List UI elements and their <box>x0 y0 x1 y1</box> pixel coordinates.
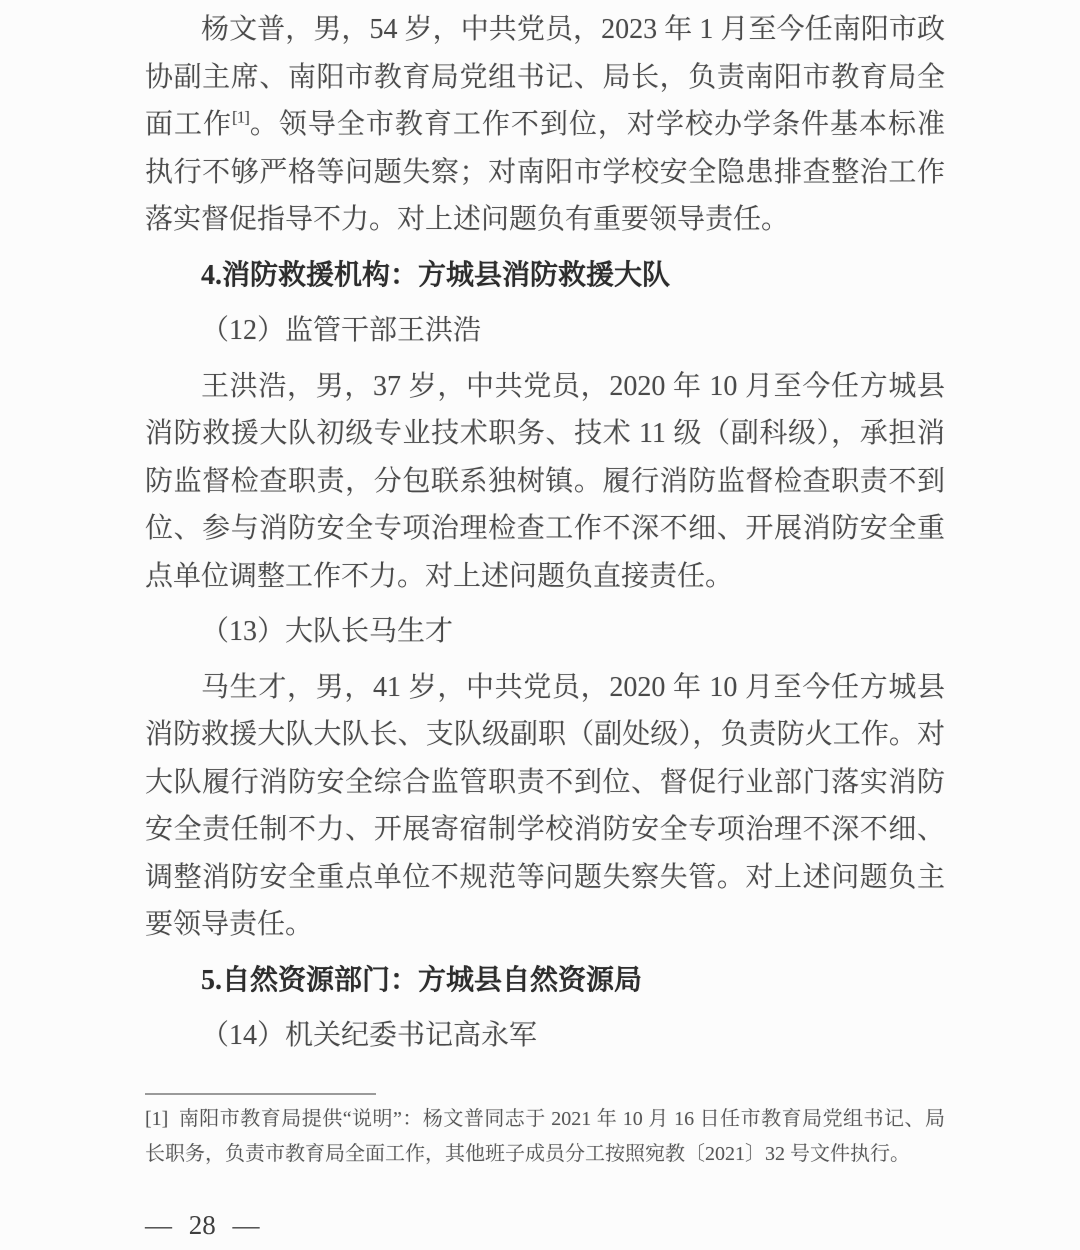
paragraph-yang-wenpu <box>145 6 945 244</box>
section-heading-4-fire-rescue: 4.消防救援机构：方城县消防救援大队 <box>201 259 671 291</box>
paragraph-yang-wenpu-text: 杨文普，男，54 岁，中共党员，2023 年 1 月至今任南阳市政协副主席、南阳市教育局党组书记、局长，负责南阳市教育局全面工作 <box>145 14 945 140</box>
paragraph-yang-wenpu-continued: 。领导全市教育工作不到位，对学校办学条件基本标准执行不够严格等问题失察；对南阳市学校安全隐患排查整治工作落实督促指导不力。对上述问题负有重要领导责任。 <box>145 109 945 235</box>
footnote-separator-line <box>145 1093 376 1095</box>
item-13-title: （13）大队长马生才 <box>201 616 454 647</box>
item-14-title: （14）机关纪委书记高永军 <box>201 1020 538 1051</box>
footnote <box>145 1102 945 1172</box>
footnote-text: 南阳市教育局提供“说明”：杨文普同志于 2021 年 10 月 16 日任市教育局党组书记、局长职务，负责市教育局全面工作，其他班子成员分工按照宛教〔2021〕32 号文件执行。 <box>145 1108 945 1165</box>
main-text-block <box>145 6 945 1060</box>
section-heading-5-natural-resources: 5.自然资源部门：方城县自然资源局 <box>201 964 643 996</box>
page-number: — 28 — <box>145 1210 260 1240</box>
item-12-title: （12）监管干部王洪浩 <box>201 315 482 346</box>
paragraph-ma-shengcai: 马生才，男，41 岁，中共党员，2020 年 10 月至今任方城县消防救援大队大队长、支队级副职（副处级），负责防火工作。对大队履行消防安全综合监管职责不到位、督促行业部门落实消防安全责任制不力、开展寄宿制学校消防安全专项治理不深不细、调整消防安全重点单位不规范等问题失察失管。对上述问题负主要领导责任。 <box>145 671 945 940</box>
footnote-marker: [1] <box>145 1108 169 1130</box>
footnote-reference-1: [1] <box>232 107 249 127</box>
paragraph-wang-honghao: 王洪浩，男，37 岁，中共党员，2020 年 10 月至今任方城县消防救援大队初级专业技术职务、技术 11 级（副科级），承担消防监督检查职责，分包联系独树镇。履行消防监督检查职责不到位、参与消防安全专项治理检查工作不深不细、开展消防安全重点单位调整工作不力。对上述问题负直接责任。 <box>145 370 945 592</box>
